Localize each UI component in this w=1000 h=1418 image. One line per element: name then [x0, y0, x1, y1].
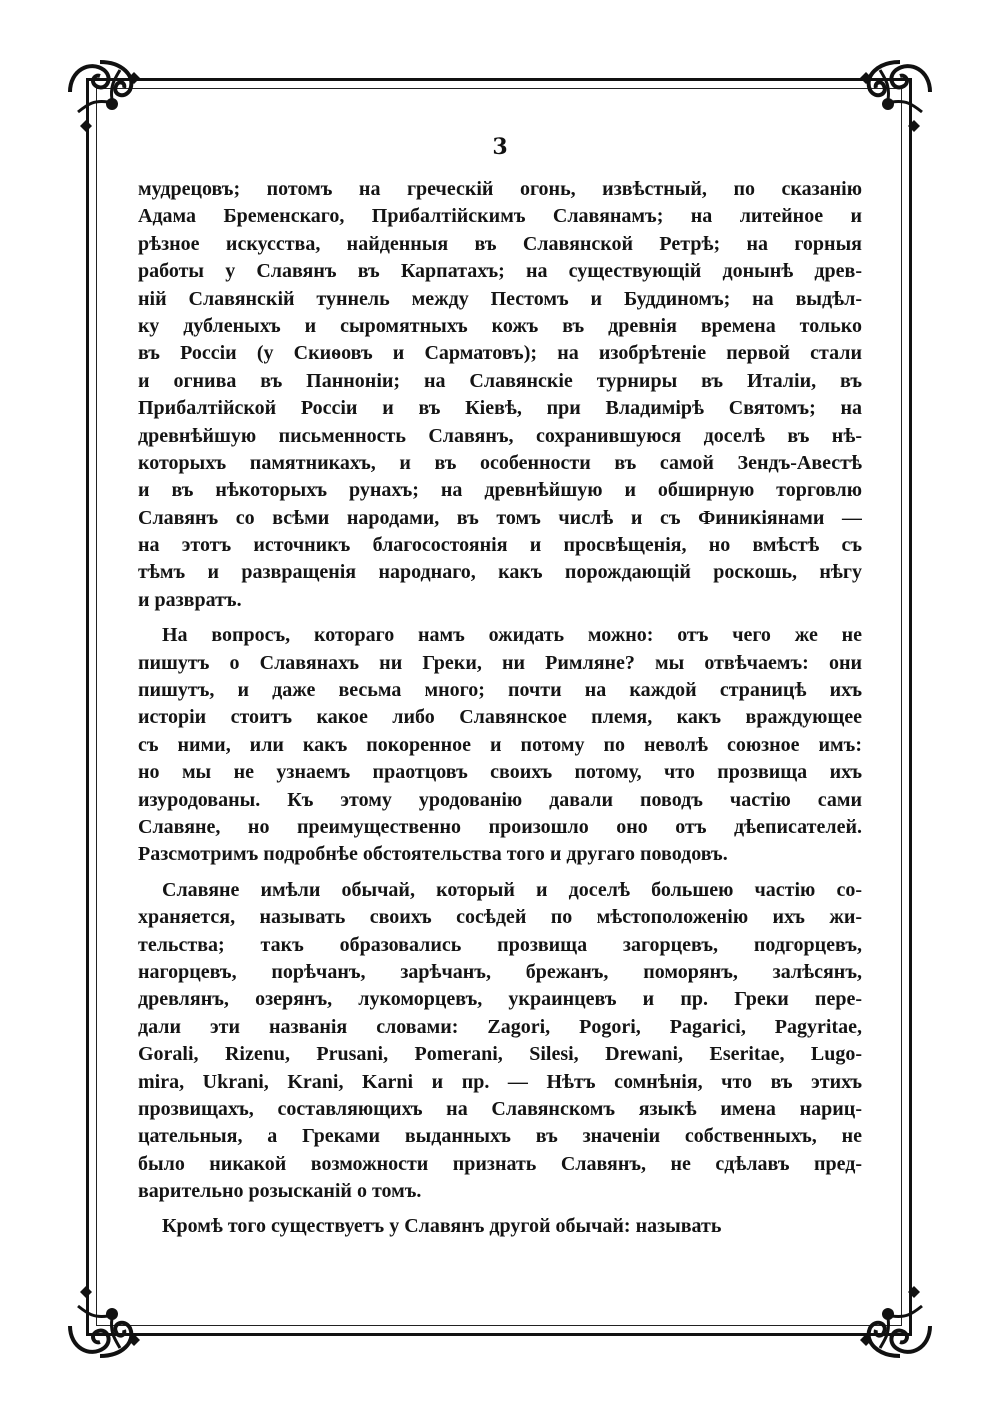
- text-line: пишутъ, и даже весьма много; почти на каждой страницѣ ихъ: [138, 679, 862, 702]
- text-line: храняется, называть своихъ сосѣдей по мѣстоположенію ихъ жи-: [138, 906, 862, 929]
- text-line: исторіи стоитъ какое либо Славянское племя, какъ враждующее: [138, 706, 862, 729]
- text-line: древлянъ, озерянъ, лукоморцевъ, украинцевъ и пр. Греки пере-: [138, 988, 862, 1011]
- text-line: варительно розысканій о томъ.: [138, 1180, 422, 1203]
- paragraph: [138, 1213, 862, 1240]
- text-line: тельства; такъ образовались прозвища загорцевъ, подгорцевъ,: [138, 933, 862, 956]
- text-line: Gorali, Rizenu, Prusani, Pomerani, Silesi, Drewani, Eseritae, Lugo-: [138, 1043, 862, 1066]
- body-text: [138, 176, 862, 1241]
- paragraph-gap: [138, 1205, 862, 1213]
- text-line: ній Славянскій туннель между Пестомъ и Буддиномъ; на выдѣл-: [138, 287, 862, 310]
- floral-corner-icon: [60, 52, 146, 138]
- text-line: изуродованы. Къ этому уродованію давали поводъ частію сами: [138, 788, 862, 811]
- text-line: и развратъ.: [138, 588, 242, 611]
- text-line: древнѣйшую письменность Славянъ, сохранившуюся доселѣ въ нѣ-: [138, 424, 862, 447]
- paragraph: [138, 176, 862, 614]
- text-line: mira, Ukrani, Krani, Karni и пр. — Нѣтъ сомнѣнія, что въ этихъ: [138, 1070, 862, 1093]
- paragraph-gap: [138, 869, 862, 877]
- text-line: Прибалтійской Россіи и въ Кіевѣ, при Владимірѣ Святомъ; на: [138, 397, 862, 420]
- text-line: тѣмъ и развращенія народнаго, какъ порождающій роскошь, нѣгу: [138, 561, 862, 584]
- text-line: работы у Славянъ въ Карпатахъ; на существующій донынѣ древ-: [138, 260, 862, 283]
- text-line: Адама Бременскаго, Прибалтійскимъ Славянамъ; на литейное и: [138, 205, 862, 228]
- text-line: дали эти названія словами: Zagori, Pogori, Pagarici, Pagyritae,: [138, 1015, 862, 1038]
- text-line: на этотъ источникъ благосостоянія и просвѣщенія, но вмѣстѣ съ: [138, 534, 862, 557]
- text-line: пишутъ о Славянахъ ни Греки, ни Римляне? мы отвѣчаемъ: они: [138, 651, 862, 674]
- text-line: На вопросъ, котораго намъ ожидать можно: отъ чего же не: [162, 624, 862, 647]
- text-line: и въ нѣкоторыхъ рунахъ; на древнѣйшую и обширную торговлю: [138, 479, 862, 502]
- page-number: 3: [492, 134, 508, 160]
- text-line: рѣзное искусства, найденныя въ Славянской Ретрѣ; на горныя: [138, 232, 862, 255]
- text-line: было никакой возможности признать Славянъ, не сдѣлавъ пред-: [138, 1152, 862, 1175]
- text-line: въ Россіи (у Скиѳовъ и Сарматовъ); на изобрѣтеніе первой стали: [138, 342, 862, 365]
- text-line: нагорцевъ, порѣчанъ, зарѣчанъ, брежанъ, поморянъ, залѣсянъ,: [138, 960, 862, 983]
- text-line: но мы не узнаемъ праотцовъ своихъ потому, что прозвища ихъ: [138, 761, 862, 784]
- text-line: Кромѣ того существуетъ у Славянъ другой обычай: называть: [162, 1215, 722, 1238]
- text-line: Славянъ со всѣми народами, въ томъ числѣ и съ Финикіянами —: [138, 506, 862, 529]
- text-line: Разсмотримъ подробнѣе обстоятельства того и другаго поводовъ.: [138, 843, 728, 866]
- text-line: Славяне, но преимущественно произошло оно отъ дѣеписателей.: [138, 815, 862, 838]
- text-line: ку дубленыхъ и сыромятныхъ кожъ въ древнія времена только: [138, 314, 862, 337]
- floral-corner-icon: [854, 52, 940, 138]
- text-line: которыхъ памятникахъ, и въ особенности въ самой Зендъ-Авестѣ: [138, 451, 862, 474]
- paragraph: [138, 877, 862, 1206]
- paragraph: [138, 622, 862, 869]
- text-line: Славяне имѣли обычай, который и доселѣ большею частію со-: [162, 878, 862, 901]
- floral-corner-icon: [854, 1280, 940, 1366]
- floral-corner-icon: [60, 1280, 146, 1366]
- text-line: цательныя, а Греками выданныхъ въ значеніи собственныхъ, не: [138, 1125, 862, 1148]
- text-line: мудрецовъ; потомъ на греческій огонь, извѣстный, по сказанію: [138, 178, 862, 200]
- paragraph-gap: [138, 614, 862, 622]
- text-line: прозвищахъ, составляющихъ на Славянскомъ языкѣ имена нариц-: [138, 1097, 862, 1120]
- text-line: съ ними, или какъ покоренное и потому по неволѣ союзное имъ:: [138, 733, 862, 756]
- text-line: и огнива въ Паннонiи; на Славянскіе турниры въ Италіи, въ: [138, 369, 862, 392]
